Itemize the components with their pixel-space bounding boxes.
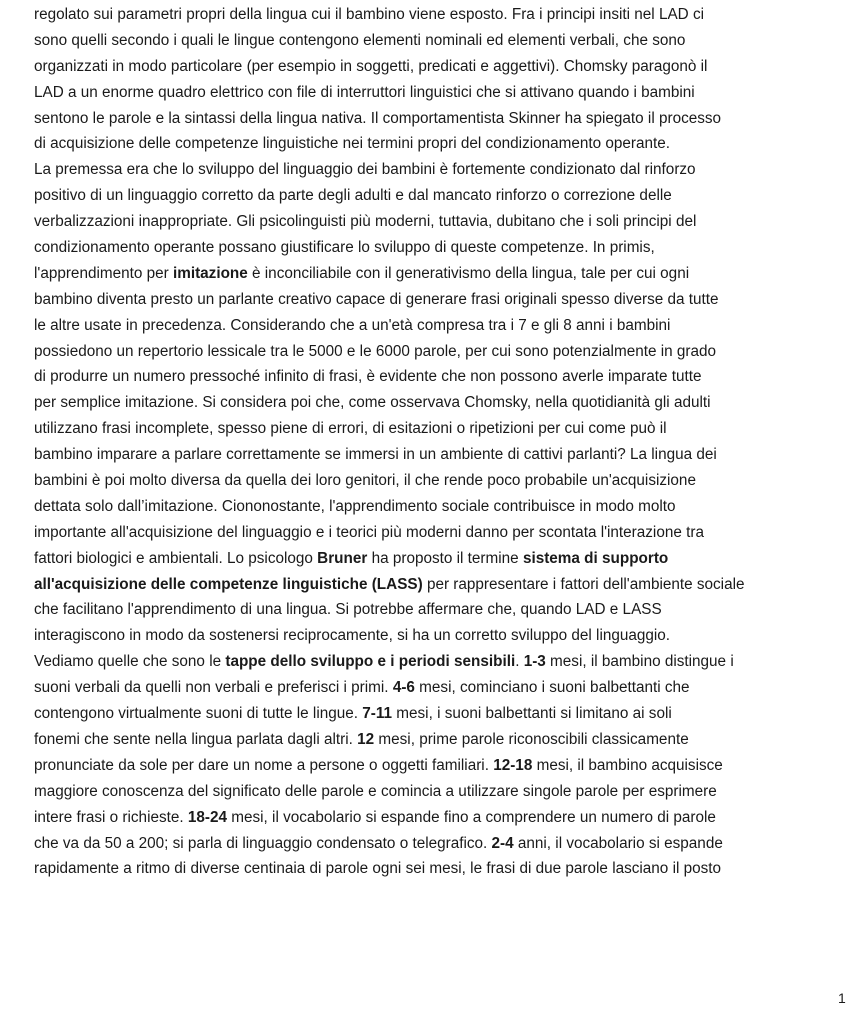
bold-term: 12 bbox=[357, 730, 375, 748]
text-line bbox=[34, 106, 846, 132]
bold-term: 7-11 bbox=[362, 705, 393, 723]
text-line bbox=[34, 287, 846, 313]
text-run: fattori biologici e ambientali. Lo psicologo bbox=[34, 549, 318, 567]
bold-term: sistema di supporto bbox=[522, 549, 669, 567]
text-run: condizionamento operante possano giustificare lo sviluppo di queste competenze. In primis, bbox=[34, 239, 655, 257]
text-run: bambini è poi molto diversa da quella dei loro genitori, il che rende poco probabile un'acquisizione bbox=[34, 472, 696, 490]
text-line bbox=[34, 131, 846, 157]
text-line bbox=[34, 209, 846, 235]
text-run: anni, il vocabolario si espande bbox=[513, 834, 723, 852]
text-line bbox=[34, 80, 846, 106]
text-line bbox=[34, 856, 846, 882]
text-run: contengono virtualmente suoni di tutte le lingue. bbox=[34, 705, 363, 723]
text-run: suoni verbali da quelli non verbali e preferisci i primi. bbox=[34, 679, 393, 697]
text-run: sono quelli secondo i quali le lingue contengono elementi nominali ed elementi verbali, che sono bbox=[34, 31, 686, 49]
text-line bbox=[34, 235, 846, 261]
page-number: 1 bbox=[838, 990, 846, 1006]
text-line bbox=[34, 339, 846, 365]
text-run: è inconciliabile con il generativismo della lingua, tale per cui ogni bbox=[247, 264, 690, 282]
text-line bbox=[34, 494, 846, 520]
text-run: di acquisizione delle competenze linguistiche nei termini propri del condizionamento operante. bbox=[34, 135, 671, 153]
text-run: La premessa era che lo sviluppo del linguaggio dei bambini è fortemente condizionato dal rinforzo bbox=[34, 161, 696, 179]
text-line bbox=[34, 727, 846, 753]
text-line bbox=[34, 390, 846, 416]
text-run: intere frasi o richieste. bbox=[34, 808, 188, 826]
text-line bbox=[34, 157, 846, 183]
text-run: importante all'acquisizione del linguaggio e i teorici più moderni danno per scontata l'interazione tra bbox=[34, 523, 704, 541]
text-line bbox=[34, 28, 846, 54]
text-line bbox=[34, 779, 846, 805]
text-line bbox=[34, 831, 846, 857]
text-run: utilizzano frasi incomplete, spesso piene di errori, di esitazioni o ripetizioni per cui come può il bbox=[34, 420, 667, 438]
text-line bbox=[34, 183, 846, 209]
text-run: Vediamo quelle che sono le bbox=[34, 653, 226, 671]
text-line bbox=[34, 54, 846, 80]
text-run: interagiscono in modo da sostenersi reciprocamente, si ha un corretto sviluppo del linguaggio. bbox=[34, 627, 671, 645]
bold-term: 18-24 bbox=[187, 808, 228, 826]
text-line bbox=[34, 649, 846, 675]
bold-term: imitazione bbox=[172, 264, 248, 282]
text-run: fonemi che sente nella lingua parlata dagli altri. bbox=[34, 730, 358, 748]
bold-term: 4-6 bbox=[392, 679, 415, 697]
text-line bbox=[34, 805, 846, 831]
bold-term: 2-4 bbox=[491, 834, 514, 852]
text-line bbox=[34, 468, 846, 494]
bold-term: 1-3 bbox=[523, 653, 546, 671]
text-run: verbalizzazioni inappropriate. Gli psicolinguisti più moderni, tuttavia, dubitano che i soli principi del bbox=[34, 213, 697, 231]
text-line bbox=[34, 572, 846, 598]
text-run: che facilitano l'apprendimento di una lingua. Si potrebbe affermare che, quando LAD e LASS bbox=[34, 601, 662, 619]
text-line bbox=[34, 753, 846, 779]
text-line bbox=[34, 701, 846, 727]
text-run: mesi, il bambino distingue i bbox=[545, 653, 734, 671]
bold-term: Bruner bbox=[317, 549, 368, 567]
text-run: che va da 50 a 200; si parla di linguaggio condensato o telegrafico. bbox=[34, 834, 492, 852]
text-run: organizzati in modo particolare (per esempio in soggetti, predicati e aggettivi). Chomsky paragonò il bbox=[34, 57, 708, 75]
text-run: . bbox=[515, 653, 524, 671]
text-line bbox=[34, 520, 846, 546]
text-line bbox=[34, 416, 846, 442]
text-line bbox=[34, 313, 846, 339]
bold-term: 12-18 bbox=[493, 756, 533, 774]
text-line bbox=[34, 546, 846, 572]
text-run: regolato sui parametri propri della lingua cui il bambino viene esposto. Fra i principi insiti nel LAD ci bbox=[34, 6, 704, 23]
text-run: ha proposto il termine bbox=[367, 549, 523, 567]
text-run: mesi, il vocabolario si espande fino a comprendere un numero di parole bbox=[227, 808, 716, 826]
text-run: bambino diventa presto un parlante creativo capace di generare frasi originali spesso diverse da tutte bbox=[34, 290, 719, 308]
text-run: mesi, i suoni balbettanti si limitano ai soli bbox=[392, 705, 672, 723]
text-run: di produrre un numero pressoché infinito di frasi, è evidente che non possono averle imparate tutte bbox=[34, 368, 702, 386]
body-text bbox=[34, 2, 846, 882]
bold-term: tappe dello sviluppo e i periodi sensibili bbox=[225, 653, 516, 671]
text-line bbox=[34, 2, 846, 28]
text-run: positivo di un linguaggio corretto da parte degli adulti e dal mancato rinforzo o correzione delle bbox=[34, 187, 672, 205]
text-run: pronunciate da sole per dare un nome a persone o oggetti familiari. bbox=[34, 756, 494, 774]
text-line bbox=[34, 597, 846, 623]
text-run: rapidamente a ritmo di diverse centinaia di parole ogni sei mesi, le frasi di due parole lasciano il posto bbox=[34, 860, 722, 878]
text-run: maggiore conoscenza del significato delle parole e comincia a utilizzare singole parole per esprimere bbox=[34, 782, 717, 800]
bold-term: all'acquisizione delle competenze linguistiche (LASS) bbox=[34, 575, 423, 593]
text-line bbox=[34, 675, 846, 701]
text-run: mesi, prime parole riconoscibili classicamente bbox=[374, 730, 689, 748]
text-line bbox=[34, 442, 846, 468]
text-run: le altre usate in precedenza. Considerando che a un'età compresa tra i 7 e gli 8 anni i bambini bbox=[34, 316, 671, 334]
text-run: bambino imparare a parlare correttamente se immersi in un ambiente di cattivi parlanti? La lingua dei bbox=[34, 446, 717, 464]
text-run: per semplice imitazione. Si considera poi che, come osservava Chomsky, nella quotidianità gli adulti bbox=[34, 394, 711, 412]
text-run: l'apprendimento per bbox=[34, 264, 173, 282]
text-run: mesi, cominciano i suoni balbettanti che bbox=[414, 679, 690, 697]
text-run: dettata solo dall’imitazione. Ciononostante, l'apprendimento sociale contribuisce in modo molto bbox=[34, 497, 676, 515]
text-run: mesi, il bambino acquisisce bbox=[532, 756, 723, 774]
text-line bbox=[34, 261, 846, 287]
text-line bbox=[34, 364, 846, 390]
text-line bbox=[34, 623, 846, 649]
text-run: LAD a un enorme quadro elettrico con file di interruttori linguistici che si attivano quando i bambini bbox=[34, 83, 695, 101]
text-run: per rappresentare i fattori dell'ambiente sociale bbox=[422, 575, 745, 593]
text-run: sentono le parole e la sintassi della lingua nativa. Il comportamentista Skinner ha spiegato il processo bbox=[34, 109, 722, 127]
text-run: possiedono un repertorio lessicale tra le 5000 e le 6000 parole, per cui sono potenzialmente in grado bbox=[34, 342, 717, 360]
